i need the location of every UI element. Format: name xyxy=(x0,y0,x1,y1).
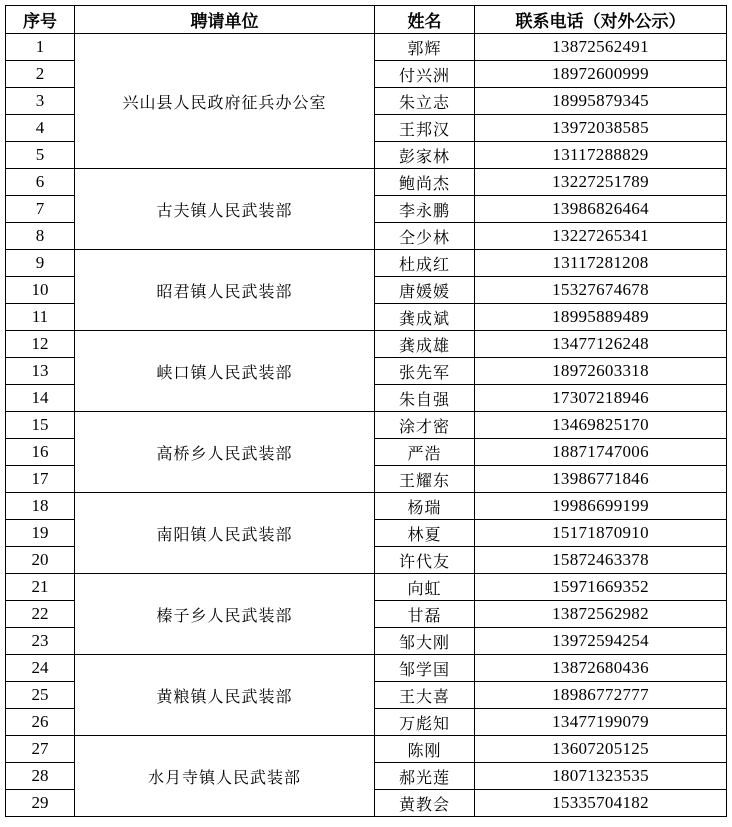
unit-cell: 峡口镇人民武装部 xyxy=(75,331,375,412)
name-cell: 甘磊 xyxy=(375,601,475,628)
name-cell: 杜成红 xyxy=(375,250,475,277)
phone-cell: 19986699199 xyxy=(475,493,727,520)
phone-cell: 13872562491 xyxy=(475,34,727,61)
unit-cell: 古夫镇人民武装部 xyxy=(75,169,375,250)
name-cell: 彭家林 xyxy=(375,142,475,169)
name-cell: 涂才密 xyxy=(375,412,475,439)
seq-cell: 28 xyxy=(6,763,75,790)
name-cell: 陈刚 xyxy=(375,736,475,763)
header-seq: 序号 xyxy=(6,6,75,34)
phone-cell: 18995889489 xyxy=(475,304,727,331)
name-cell: 王大喜 xyxy=(375,682,475,709)
table-row xyxy=(6,655,727,682)
phone-cell: 13972038585 xyxy=(475,115,727,142)
unit-cell: 昭君镇人民武装部 xyxy=(75,250,375,331)
name-cell: 鲍尚杰 xyxy=(375,169,475,196)
header-row xyxy=(6,6,727,34)
phone-cell: 13227265341 xyxy=(475,223,727,250)
seq-cell: 14 xyxy=(6,385,75,412)
seq-cell: 24 xyxy=(6,655,75,682)
name-cell: 龚成斌 xyxy=(375,304,475,331)
seq-cell: 7 xyxy=(6,196,75,223)
name-cell: 郭辉 xyxy=(375,34,475,61)
table-row xyxy=(6,34,727,61)
name-cell: 李永鹏 xyxy=(375,196,475,223)
name-cell: 付兴洲 xyxy=(375,61,475,88)
name-cell: 严浩 xyxy=(375,439,475,466)
phone-cell: 13117281208 xyxy=(475,250,727,277)
name-cell: 张先军 xyxy=(375,358,475,385)
phone-cell: 18071323535 xyxy=(475,763,727,790)
name-cell: 杨瑞 xyxy=(375,493,475,520)
table-row xyxy=(6,736,727,763)
name-cell: 万彪知 xyxy=(375,709,475,736)
header-name: 姓名 xyxy=(375,6,475,34)
name-cell: 唐媛媛 xyxy=(375,277,475,304)
phone-cell: 13972594254 xyxy=(475,628,727,655)
phone-cell: 18871747006 xyxy=(475,439,727,466)
name-cell: 龚成雄 xyxy=(375,331,475,358)
unit-cell: 高桥乡人民武装部 xyxy=(75,412,375,493)
seq-cell: 8 xyxy=(6,223,75,250)
seq-cell: 3 xyxy=(6,88,75,115)
name-cell: 黄教会 xyxy=(375,790,475,817)
table-row xyxy=(6,169,727,196)
unit-cell: 水月寺镇人民武装部 xyxy=(75,736,375,817)
phone-cell: 13117288829 xyxy=(475,142,727,169)
phone-cell: 13477126248 xyxy=(475,331,727,358)
seq-cell: 16 xyxy=(6,439,75,466)
header-phone: 联系电话（对外公示） xyxy=(475,6,727,34)
seq-cell: 9 xyxy=(6,250,75,277)
seq-cell: 19 xyxy=(6,520,75,547)
phone-cell: 15335704182 xyxy=(475,790,727,817)
phone-cell: 13227251789 xyxy=(475,169,727,196)
phone-cell: 13477199079 xyxy=(475,709,727,736)
phone-cell: 15872463378 xyxy=(475,547,727,574)
phone-cell: 13469825170 xyxy=(475,412,727,439)
seq-cell: 20 xyxy=(6,547,75,574)
name-cell: 王邦汉 xyxy=(375,115,475,142)
seq-cell: 12 xyxy=(6,331,75,358)
seq-cell: 4 xyxy=(6,115,75,142)
name-cell: 邹大刚 xyxy=(375,628,475,655)
phone-cell: 18972600999 xyxy=(475,61,727,88)
unit-cell: 南阳镇人民武装部 xyxy=(75,493,375,574)
phone-cell: 13986826464 xyxy=(475,196,727,223)
phone-cell: 13986771846 xyxy=(475,466,727,493)
recruitment-contact-table xyxy=(5,5,727,817)
seq-cell: 5 xyxy=(6,142,75,169)
name-cell: 许代友 xyxy=(375,547,475,574)
unit-cell: 榛子乡人民武装部 xyxy=(75,574,375,655)
table-row xyxy=(6,250,727,277)
unit-cell: 黄粮镇人民武装部 xyxy=(75,655,375,736)
phone-cell: 18972603318 xyxy=(475,358,727,385)
seq-cell: 2 xyxy=(6,61,75,88)
phone-cell: 13607205125 xyxy=(475,736,727,763)
table-body xyxy=(6,34,727,817)
seq-cell: 22 xyxy=(6,601,75,628)
header-unit: 聘请单位 xyxy=(75,6,375,34)
name-cell: 郝光莲 xyxy=(375,763,475,790)
seq-cell: 6 xyxy=(6,169,75,196)
seq-cell: 18 xyxy=(6,493,75,520)
table-row xyxy=(6,412,727,439)
table-row xyxy=(6,493,727,520)
table-row xyxy=(6,331,727,358)
seq-cell: 11 xyxy=(6,304,75,331)
phone-cell: 18995879345 xyxy=(475,88,727,115)
seq-cell: 26 xyxy=(6,709,75,736)
phone-cell: 18986772777 xyxy=(475,682,727,709)
seq-cell: 27 xyxy=(6,736,75,763)
phone-cell: 17307218946 xyxy=(475,385,727,412)
seq-cell: 21 xyxy=(6,574,75,601)
seq-cell: 1 xyxy=(6,34,75,61)
seq-cell: 29 xyxy=(6,790,75,817)
table-row xyxy=(6,574,727,601)
seq-cell: 13 xyxy=(6,358,75,385)
phone-cell: 13872680436 xyxy=(475,655,727,682)
name-cell: 邹学国 xyxy=(375,655,475,682)
name-cell: 王耀东 xyxy=(375,466,475,493)
seq-cell: 23 xyxy=(6,628,75,655)
phone-cell: 15171870910 xyxy=(475,520,727,547)
name-cell: 林夏 xyxy=(375,520,475,547)
seq-cell: 17 xyxy=(6,466,75,493)
phone-cell: 13872562982 xyxy=(475,601,727,628)
phone-cell: 15971669352 xyxy=(475,574,727,601)
seq-cell: 15 xyxy=(6,412,75,439)
seq-cell: 25 xyxy=(6,682,75,709)
name-cell: 朱自强 xyxy=(375,385,475,412)
unit-cell: 兴山县人民政府征兵办公室 xyxy=(75,34,375,169)
name-cell: 向虹 xyxy=(375,574,475,601)
name-cell: 仝少林 xyxy=(375,223,475,250)
phone-cell: 15327674678 xyxy=(475,277,727,304)
name-cell: 朱立志 xyxy=(375,88,475,115)
seq-cell: 10 xyxy=(6,277,75,304)
